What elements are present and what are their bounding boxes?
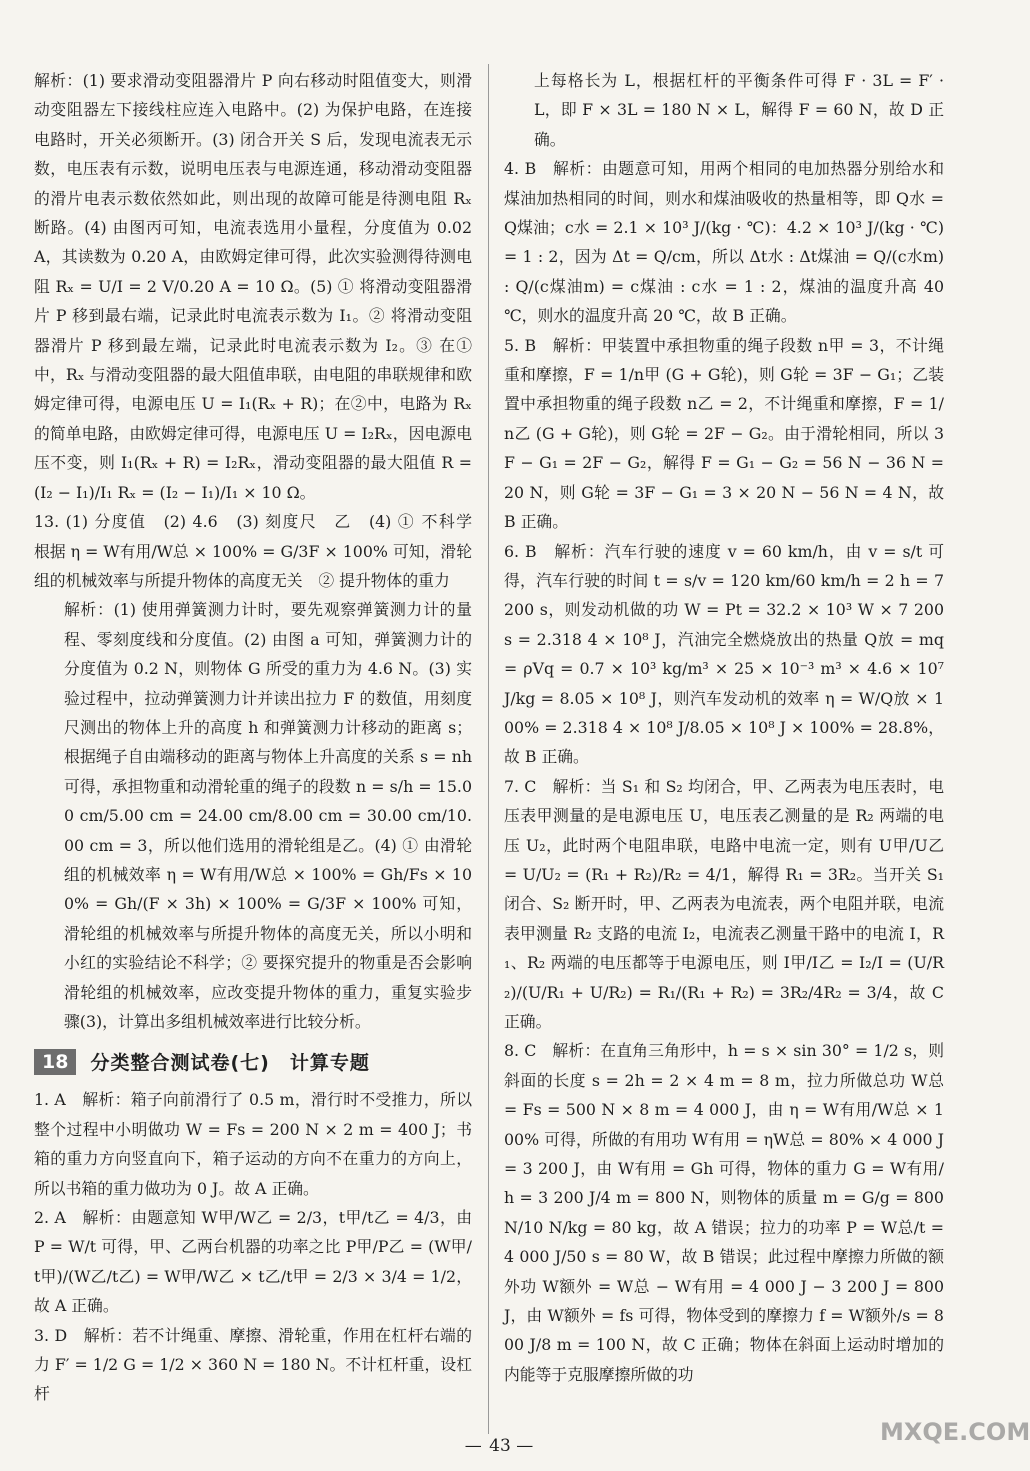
paragraph-answer-5: 5. B 解析：甲装置中承担物重的绳子段数 n甲 = 3，不计绳重和摩擦，F = 1/n甲 (G + G轮)，则 G轮 = 3F − G₁；乙装置中承担物重的绳子段数 n乙 = 2，不计绳重和摩擦，F = 1/n乙 (G + G轮)，则 G轮 = 2F − G₂。由于滑轮相同，所以 3F − G₁ = 2F − G₂，解得 F = G₁ − G₂ = 56 N − 36 N = 20 N，则 G轮 = 3F − G₁ = 3 × 20 N − 56 N = 4 N，故 B 正确。 xyxy=(504,335,944,532)
paragraph-answer-4: 4. B 解析：由题意可知，用两个相同的电加热器分别给水和煤油加热相同的时间，则水和煤油吸收的热量相等，即 Q水 = Q煤油；c水 = 2.1 × 10³ J/(kg · ℃)：4.2 × 10³ J/(kg · ℃) = 1 : 2，因为 Δt = Q/cm，所以 Δt水 : Δt煤油 = Q/(c水m) : Q/(c煤油m) = c煤油 : c水 = 1 : 2，煤油的温度升高 40 ℃，则水的温度升高 20 ℃，故 B 正确。 xyxy=(504,159,944,326)
left-column xyxy=(34,66,488,1409)
page-dash-left: — xyxy=(464,1436,484,1456)
paragraph-answer-3: 3. D 解析：若不计绳重、摩擦、滑轮重，作用在杠杆右端的力 F′ = 1/2 G = 1/2 × 360 N = 180 N。不计杠杆重，设杠杆 xyxy=(34,1325,472,1404)
paragraph-answer-2: 2. A 解析：由题意知 W甲/W乙 = 2/3，t甲/t乙 = 4/3，由 P = W/t 可得，甲、乙两台机器的功率之比 P甲/P乙 = (W甲/t甲)/(W乙/t乙) = W甲/W乙 × t乙/t甲 = 2/3 × 3/4 = 1/2，故 A 正确。 xyxy=(34,1208,472,1316)
section-number-badge: 18 xyxy=(34,1049,76,1075)
paragraph-analysis-13: 解析：(1) 使用弹簧测力计时，要先观察弹簧测力计的量程、零刻度线和分度值。(2) 由图 a 可知，弹簧测力计的分度值为 0.2 N，则物体 G 所受的重力为 4.6 N。(3) 实验过程中，拉动弹簧测力计并读出拉力 F 的数值，用刻度尺测出的物体上升的高度 h 和弹簧测力计移动的距离 s；根据绳子自由端移动的距离与物体上升高度的关系 s = nh 可得，承担物重和动滑轮重的绳子的段数 n = s/h = 15.00 cm/5.00 cm = 24.00 cm/8.00 cm = 30.00 cm/10.00 cm = 3，所以他们选用的滑轮组是乙。(4) ① 由滑轮组的机械效率 η = W有用/W总 × 100% = Gh/Fs × 100% = Gh/(F × 3h) × 100% = G/3F × 100% 可知，滑轮组的机械效率与所提升物体的高度无关，所以小明和小红的实验结论不科学；② 要探究提升的物重是否会影响滑轮组的机械效率，应改变提升物体的重力，重复实验步骤(3)，计算出多组机械效率进行比较分析。 xyxy=(64,600,472,1031)
paragraph-answer-1: 1. A 解析：箱子向前滑行了 0.5 m，滑行时不受推力，所以整个过程中小明做功 W = Fs = 200 N × 2 m = 400 J；书箱的重力方向竖直向下，箱子运动的方向不在重力的方向上，所以书箱的重力做功为 0 J。故 A 正确。 xyxy=(34,1090,472,1198)
column-divider xyxy=(488,64,489,1434)
paragraph-answer-8: 8. C 解析：在直角三角形中，h = s × sin 30° = 1/2 s，则斜面的长度 s = 2h = 2 × 4 m = 8 m，拉力所做总功 W总 = Fs = 500 N × 8 m = 4 000 J，由 η = W有用/W总 × 100% 可得，所做的有用功 W有用 = ηW总 = 80% × 4 000 J = 3 200 J，由 W有用 = Gh 可得，物体的重力 G = W有用/h = 3 200 J/4 m = 800 N，则物体的质量 m = G/g = 800 N/10 N/kg = 80 kg，故 A 错误；拉力的功率 P = W总/t = 4 000 J/50 s = 80 W，故 B 错误；此过程中摩擦力所做的额外功 W额外 = W总 − W有用 = 4 000 J − 3 200 J = 800 J，由 W额外 = fs 可得，物体受到的摩擦力 f = W额外/s = 800 J/8 m = 100 N，故 C 正确；物体在斜面上运动时增加的内能等于克服摩擦所做的功 xyxy=(504,1041,944,1384)
page-dash-right: — xyxy=(516,1436,536,1456)
section-title: 分类整合测试卷(七) 计算专题 xyxy=(90,1052,370,1075)
paragraph-answer-6: 6. B 解析：汽车行驶的速度 v = 60 km/h，由 v = s/t 可得，汽车行驶的时间 t = s/v = 120 km/60 km/h = 2 h = 7 200 s，则发动机做的功 W = Pt = 32.2 × 10³ W × 7 200 s = 2.318 4 × 10⁸ J，汽油完全燃烧放出的热量 Q放 = mq = ρVq = 0.7 × 10³ kg/m³ × 25 × 10⁻³ m³ × 4.6 × 10⁷ J/kg = 8.05 × 10⁸ J，则汽车发动机的效率 η = W/Q放 × 100% = 2.318 4 × 10⁸ J/8.05 × 10⁸ J × 100% = 28.8%，故 B 正确。 xyxy=(504,541,944,767)
site-watermark: MXQE.COM xyxy=(880,1418,1030,1446)
right-column xyxy=(504,66,944,1389)
paragraph-answer-13: 13. (1) 分度值 (2) 4.6 (3) 刻度尺 乙 (4) ① 不科学 根据 η = W有用/W总 × 100% = G/3F × 100% 可知，滑轮组的机械效率与所提升物体的高度无关 ② 提升物体的重力 xyxy=(34,512,488,590)
page-number-value: 43 xyxy=(489,1436,511,1456)
paragraph-answer-7: 7. C 解析：当 S₁ 和 S₂ 均闭合，甲、乙两表为电压表时，电压表甲测量的是电源电压 U，电压表乙测量的是 R₂ 两端的电压 U₂，此时两个电阻串联，电路中电流一定，则有 U甲/U乙 = U/U₂ = (R₁ + R₂)/R₂ = 4/1，解得 R₁ = 3R₂。当开关 S₁ 闭合、S₂ 断开时，甲、乙两表为电流表，两个电阻并联，电流表甲测量 R₂ 支路的电流 I₂，电流表乙测量干路中的电流 I，R₁、R₂ 两端的电压都等于电源电压，则 I甲/I乙 = I₂/I = (U/R₂)/(U/R₁ + U/R₂) = R₁/(R₁ + R₂) = 3R₂/4R₂ = 3/4，故 C 正确。 xyxy=(504,776,944,1031)
paragraph-answer-3-cont: 上每格长为 L，根据杠杆的平衡条件可得 F · 3L = F′ · L，即 F × 3L = 180 N × L，解得 F = 60 N，故 D 正确。 xyxy=(534,71,944,149)
paragraph-analysis-12: 解析：(1) 要求滑动变阻器滑片 P 向右移动时阻值变大，则滑动变阻器左下接线柱应连入电路中。(2) 为保护电路，在连接电路时，开关必须断开。(3) 闭合开关 S 后，发现电流表无示数，电压表有示数，说明电压表与电源连通，移动滑动变阻器的滑片电表示数依然如此，则出现的故障可能是待测电阻 Rₓ 断路。(4) 由图丙可知，电流表选用小量程，分度值为 0.02 A，其读数为 0.20 A，由欧姆定律可得，此次实验测得待测电阻 Rₓ = U/I = 2 V/0.20 A = 10 Ω。(5) ① 将滑动变阻器滑片 P 移到最右端，记录此时电流表示数为 I₁。② 将滑动变阻器滑片 P 移到最左端，记录此时电流表示数为 I₂。③ 在①中，Rₓ 与滑动变阻器的最大阻值串联，由电阻的串联规律和欧姆定律可得，电源电压 U = I₁(Rₓ + R)；在②中，电路为 Rₓ 的简单电路，由欧姆定律可得，电源电压 U = I₂Rₓ，因电源电压不变，则 I₁(Rₓ + R) = I₂Rₓ，滑动变阻器的最大阻值 R = (I₂ − I₁)/I₁ Rₓ = (I₂ − I₁)/I₁ × 10 Ω。 xyxy=(34,71,472,502)
page-number xyxy=(0,1436,1000,1456)
section-header xyxy=(34,1048,472,1075)
